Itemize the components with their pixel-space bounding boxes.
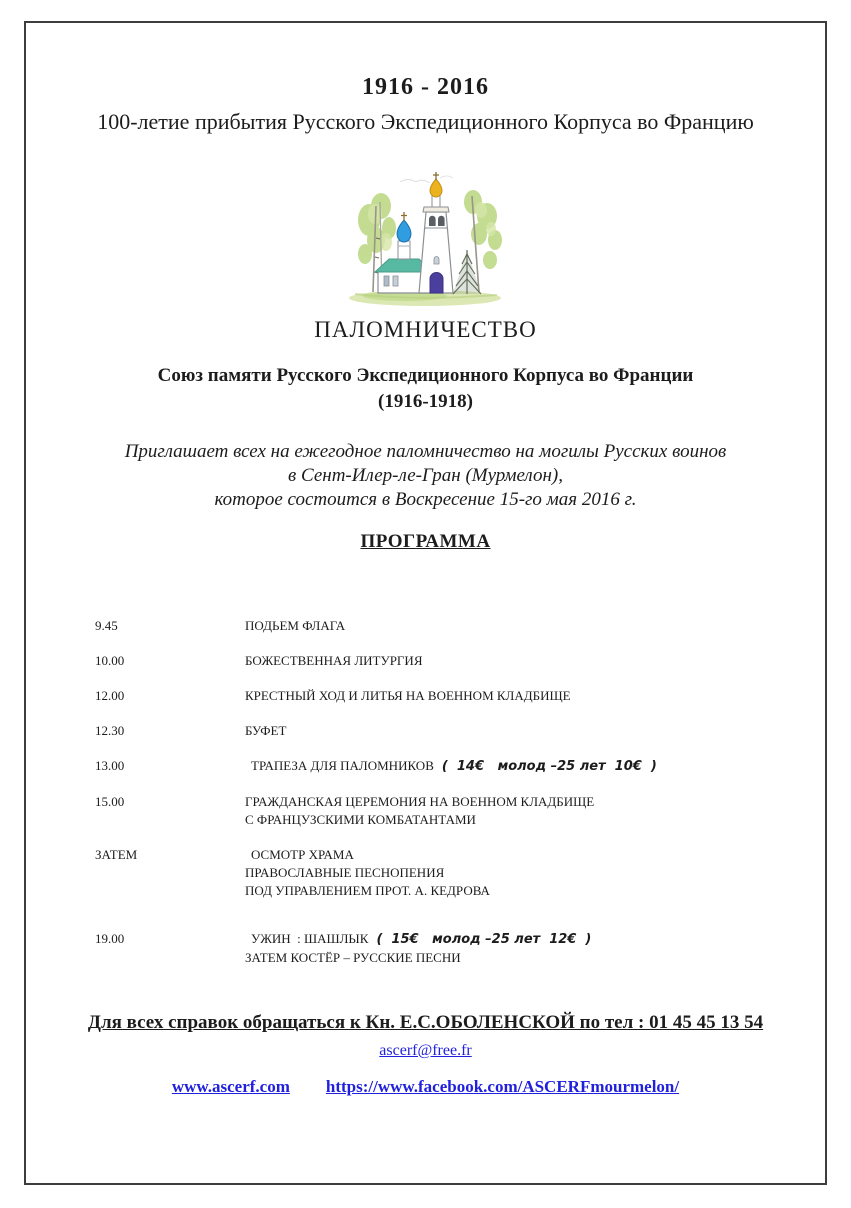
program-price: ( 14€ молод –25 лет 10€ )	[441, 759, 657, 774]
page-title: 1916 - 2016	[362, 74, 489, 100]
email-row	[26, 1042, 825, 1060]
program-row	[95, 930, 795, 967]
program-row	[95, 757, 795, 776]
website-link[interactable]: www.ascerf.com	[171, 1077, 290, 1096]
program-line-text: УЖИН : ШАШЛЫК	[251, 931, 369, 946]
invitation-text	[26, 440, 825, 512]
pilgrimage-heading: ПАЛОМНИЧЕСТВО	[314, 317, 537, 342]
invitation-line: которое состоится в Воскресение 15-го мая 2016 г.	[214, 489, 637, 510]
program-line	[245, 757, 795, 776]
subtitle: 100-летие прибытия Русского Экспедиционного Корпуса во Францию	[97, 109, 754, 134]
program-line: ОСМОТР ХРАМА	[251, 847, 354, 862]
program-line: С ФРАНЦУЗСКИМИ КОМБАТАНТАМИ	[245, 812, 476, 827]
organization-years: (1916-1918)	[378, 391, 473, 412]
program-row	[95, 687, 795, 705]
program-description	[245, 722, 795, 740]
links-row	[26, 1077, 825, 1097]
program-line: ГРАЖДАНСКАЯ ЦЕРЕМОНИЯ НА ВОЕННОМ КЛАДБИЩЕ	[245, 794, 595, 809]
program-line: ЗАТЕМ КОСТЁР – РУССКИЕ ПЕСНИ	[245, 950, 461, 965]
program-description	[245, 617, 795, 635]
program-description	[245, 930, 795, 967]
program-row	[95, 722, 795, 740]
program-time: 13.00	[95, 758, 125, 773]
program-line-text: ТРАПЕЗА ДЛЯ ПАЛОМНИКОВ	[251, 758, 434, 773]
program-description	[245, 687, 795, 705]
program-time: 19.00	[95, 931, 125, 946]
program-time: ЗАТЕМ	[95, 847, 138, 862]
program-line: КРЕСТНЫЙ ХОД И ЛИТЬЯ НА ВОЕННОМ КЛАДБИЩЕ	[245, 688, 571, 703]
program-description	[245, 846, 795, 900]
program-price: ( 15€ молод –25 лет 12€ )	[376, 932, 592, 947]
contact-info: Для всех справок обращаться к Кн. Е.С.ОБОЛЕНСКОЙ по тел : 01 45 45 13 54	[87, 1012, 764, 1033]
program-row	[95, 617, 795, 635]
program-line: ПОДЬЕМ ФЛАГА	[245, 618, 346, 633]
program-description	[245, 652, 795, 670]
facebook-link[interactable]: https://www.facebook.com/ASCERFmourmelon/	[325, 1077, 680, 1096]
program-schedule	[95, 617, 795, 984]
program-line: ПОД УПРАВЛЕНИЕМ ПРОТ. А. КЕДРОВА	[245, 883, 490, 898]
program-time: 12.00	[95, 688, 125, 703]
program-row	[95, 793, 795, 829]
invitation-line: Приглашает всех на ежегодное паломничество на могилы Русских воинов	[124, 441, 727, 462]
program-line: БОЖЕСТВЕННАЯ ЛИТУРГИЯ	[245, 653, 423, 668]
program-time: 12.30	[95, 723, 125, 738]
organization-name	[26, 363, 825, 415]
program-time: 10.00	[95, 653, 125, 668]
program-time: 15.00	[95, 794, 125, 809]
email-link[interactable]: ascerf@free.fr	[379, 1042, 472, 1059]
church-watercolor-svg	[345, 170, 507, 310]
program-row	[95, 846, 795, 900]
church-illustration	[345, 170, 507, 310]
program-row	[95, 652, 795, 670]
organization-line: Союз памяти Русского Экспедиционного Корпуса во Франции	[157, 365, 694, 386]
program-line	[245, 930, 795, 949]
invitation-line: в Сент-Илер-ле-Гран (Мурмелон),	[288, 465, 563, 486]
program-line: БУФЕТ	[245, 723, 287, 738]
program-heading: ПРОГРАММА	[360, 531, 491, 552]
program-description	[245, 757, 795, 776]
program-description	[245, 793, 795, 829]
program-line: ПРАВОСЛАВНЫЕ ПЕСНОПЕНИЯ	[245, 865, 445, 880]
program-time: 9.45	[95, 618, 118, 633]
